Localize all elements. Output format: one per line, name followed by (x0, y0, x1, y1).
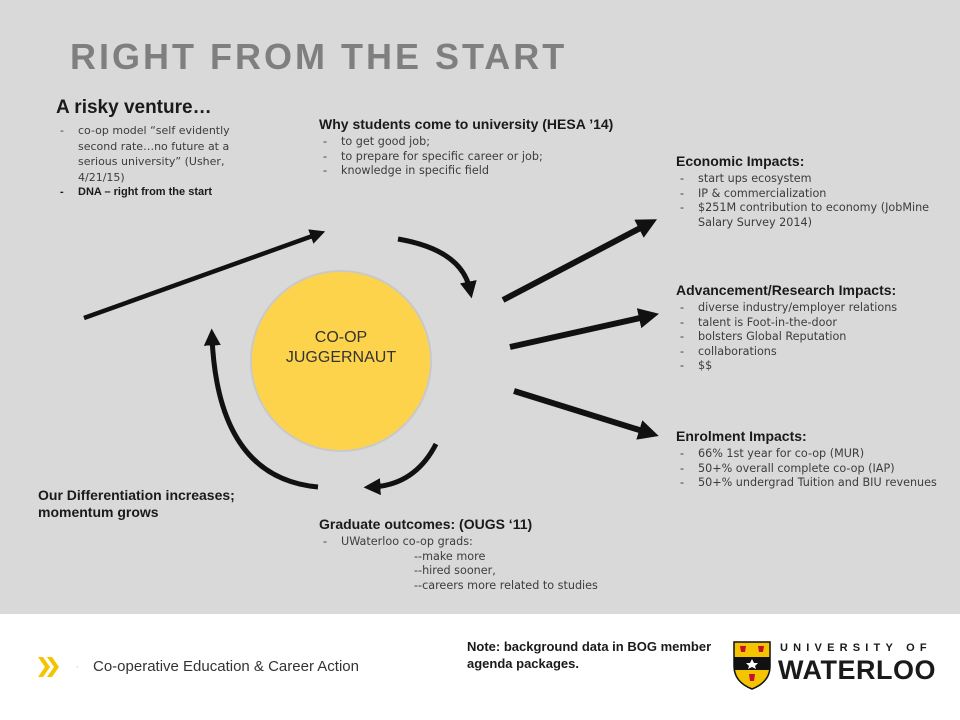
economic-impacts-bullet: - $251M contribution to economy (JobMine Salary Survey 2014) (676, 201, 946, 230)
footer-dot: · (76, 663, 79, 672)
university-wordmark: WATERLOO (778, 655, 936, 685)
graduate-outcomes-sub: --make more (414, 549, 486, 563)
advancement-impacts-bullet: - collaborations (676, 345, 951, 360)
enrolment-impacts-bullet: - 66% 1st year for co-op (MUR) (676, 447, 946, 462)
advancement-impacts-heading: Advancement/Research Impacts: (676, 282, 897, 298)
why-students-heading: Why students come to university (HESA ’14) (319, 116, 614, 132)
risky-venture-bullet: - DNA – right from the start (56, 185, 256, 201)
university-crest-icon (732, 640, 772, 690)
coop-juggernaut-circle (250, 270, 432, 452)
why-students-bullet: - knowledge in specific field (319, 164, 659, 179)
advancement-arrow (510, 316, 649, 347)
risky-venture-bullet: - co-op model “self evidently second rate…no future at a serious university” (Usher, 4/21/15) (56, 123, 256, 185)
risky-venture-heading: A risky venture… (56, 97, 212, 118)
chevron-right-icon (36, 654, 62, 680)
advancement-impacts-bullet: - bolsters Global Reputation (676, 330, 951, 345)
slide-title: RIGHT FROM THE START (70, 36, 568, 77)
university-wordmark-top: UNIVERSITY OF (780, 642, 932, 654)
graduate-outcomes-sub: --hired sooner, (414, 564, 496, 577)
graduate-outcomes-heading: Graduate outcomes: (OUGS ‘11) (319, 516, 533, 532)
differentiation-text: Our Differentiation increases; momentum grows (38, 487, 235, 520)
enrolment-impacts-bullet: - 50+% overall complete co-op (IAP) (676, 462, 946, 477)
advancement-impacts-bullet: - talent is Foot-in-the-door (676, 316, 951, 331)
economic-arrow (503, 224, 648, 300)
enrolment-impacts-bullet: - 50+% undergrad Tuition and BIU revenues (676, 476, 946, 491)
cycle-arrow-top (398, 239, 470, 290)
cycle-arrow-bottom (372, 444, 436, 487)
why-students-bullet: - to get good job; (319, 135, 659, 150)
coop-juggernaut-label: CO-OP JUGGERNAUT (285, 329, 397, 366)
graduate-outcomes-bullet: - UWaterloo co-op grads: (319, 535, 649, 550)
economic-impacts-bullet: - start ups ecosystem (676, 172, 946, 187)
graduate-outcomes-sub: --careers more related to studies (414, 578, 598, 592)
advancement-impacts-bullet: - diverse industry/employer relations (676, 301, 951, 316)
why-students-bullet: - to prepare for specific career or job; (319, 150, 659, 165)
economic-impacts-bullet: - IP & commercialization (676, 187, 946, 202)
advancement-impacts-bullet: - $$ (676, 359, 951, 374)
economic-impacts-heading: Economic Impacts: (676, 153, 805, 169)
department-name: Co-operative Education & Career Action (93, 658, 359, 675)
footnote: Note: background data in BOG member agenda packages. (467, 639, 712, 671)
enrolment-arrow (514, 391, 649, 433)
graduate-outcomes-block (319, 516, 649, 593)
enrolment-impacts-heading: Enrolment Impacts: (676, 428, 807, 444)
